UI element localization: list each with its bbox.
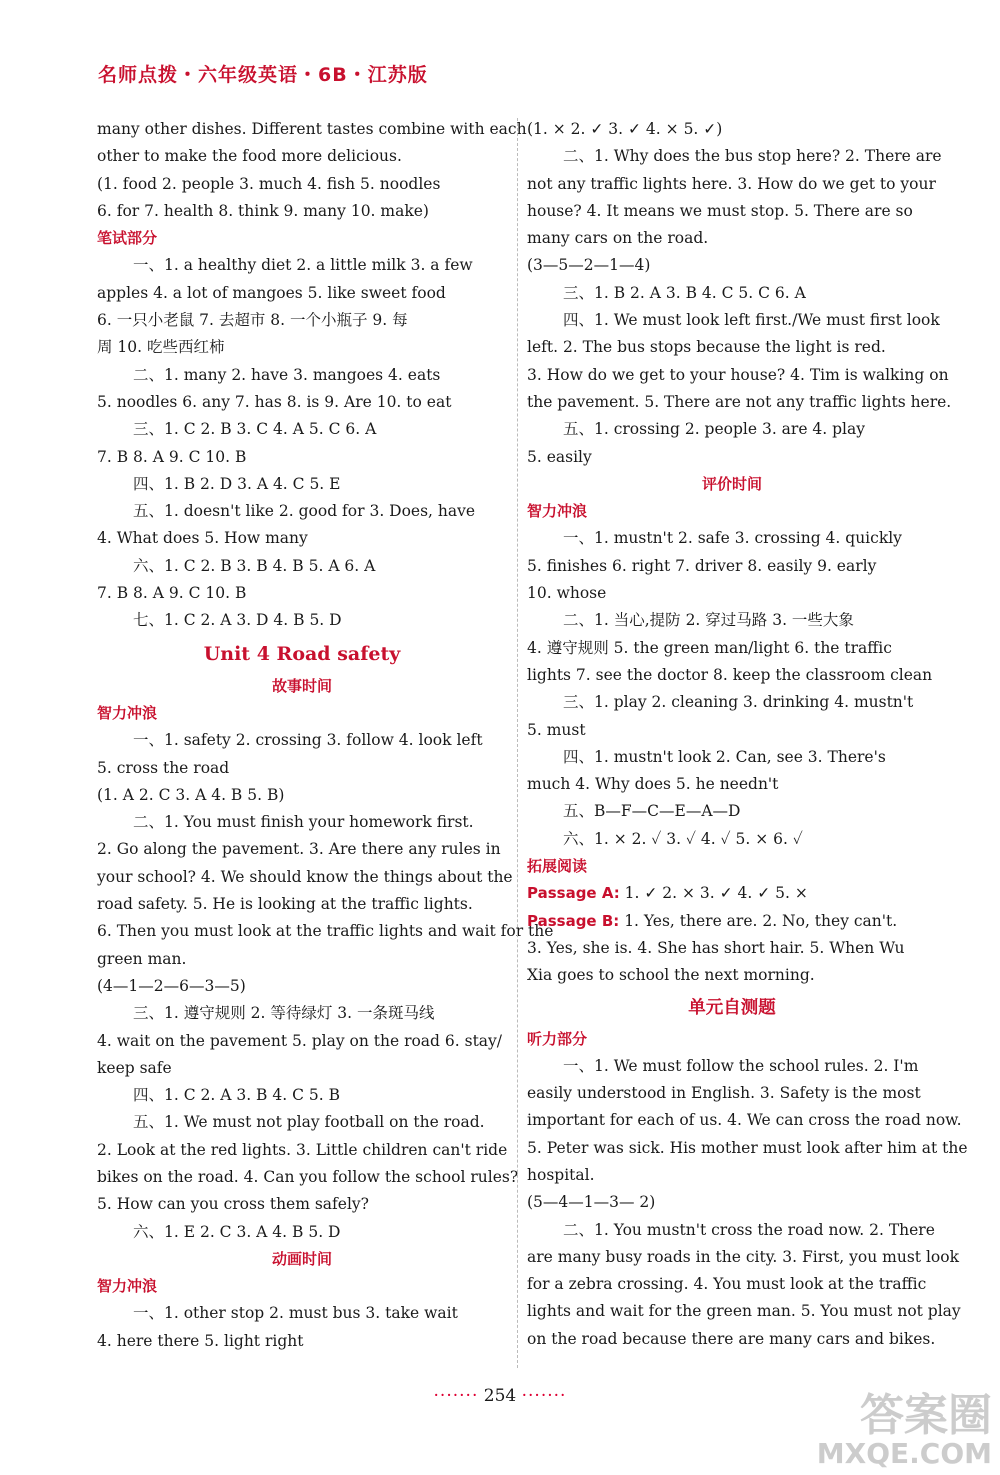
answer-line: 五、1. crossing 2. people 3. are 4. play — [563, 420, 866, 439]
answer-line: (1. × 2. ✓ 3. ✓ 4. × 5. ✓) — [527, 120, 723, 138]
footer-dots-right: ······· — [521, 1386, 567, 1406]
section-heading: 故事时间 — [271, 676, 332, 695]
answer-line: much 4. Why does 5. he needn't — [527, 775, 779, 794]
answer-line: 六、1. C 2. B 3. B 4. B 5. A 6. A — [133, 556, 376, 575]
section-heading: Unit 4 Road safety — [203, 642, 401, 665]
answer-line: 3. How do we get to your house? 4. Tim is walking on — [527, 365, 949, 384]
answer-line: 六、1. E 2. C 3. A 4. B 5. D — [133, 1222, 341, 1241]
passage-line: Passage B: 1. Yes, there are. 2. No, they can't. — [527, 911, 898, 930]
answer-line: left. 2. The bus stops because the light is red. — [527, 338, 886, 357]
section-heading: 笔试部分 — [97, 229, 158, 248]
passage-line: Passage A: 1. ✓ 2. × 3. ✓ 4. ✓ 5. × — [527, 884, 808, 903]
section-heading: 拓展阅读 — [527, 857, 588, 876]
answer-line: 四、1. B 2. D 3. A 4. C 5. E — [133, 474, 341, 493]
answer-line: 五、1. We must not play football on the road. — [133, 1113, 485, 1132]
section-heading: 智力冲浪 — [97, 1277, 158, 1296]
section-heading: 评价时间 — [701, 474, 762, 493]
answer-line: (4—1—2—6—3—5) — [97, 976, 246, 995]
answer-line: 3. Yes, she is. 4. She has short hair. 5. When Wu — [527, 938, 905, 957]
answer-line: your school? 4. We should know the things about the — [97, 867, 513, 886]
answer-line: apples 4. a lot of mangoes 5. like sweet food — [97, 283, 446, 302]
answer-line: road safety. 5. He is looking at the traffic lights. — [97, 895, 473, 914]
answer-line: 5. finishes 6. right 7. driver 8. easily 9. early — [527, 556, 877, 575]
answer-line: 二、1. many 2. have 3. mangoes 4. eats — [133, 365, 441, 384]
section-heading: 听力部分 — [527, 1029, 588, 1048]
watermark-text: 答案圈 — [860, 1390, 992, 1441]
answer-line: 一、1. a healthy diet 2. a little milk 3. a few — [133, 256, 473, 275]
answer-line: 一、1. safety 2. crossing 3. follow 4. look left — [133, 731, 483, 750]
answer-line: 三、1. 遵守规则 2. 等待绿灯 3. 一条斑马线 — [133, 1004, 435, 1023]
answer-line: lights 7. see the doctor 8. keep the classroom clean — [527, 665, 933, 684]
section-heading: 单元自测题 — [688, 997, 776, 1018]
answer-line: 一、1. other stop 2. must bus 3. take wait — [133, 1304, 458, 1323]
section-heading: 智力冲浪 — [97, 703, 158, 722]
answer-line: 五、B—F—C—E—A—D — [563, 802, 741, 821]
answer-line: 周 10. 吃些西红柿 — [97, 338, 225, 357]
column-divider — [517, 118, 518, 1368]
answer-line: for a zebra crossing. 4. You must look at the traffic — [527, 1275, 927, 1294]
answer-line: 6. 一只小老鼠 7. 去超市 8. 一个小瓶子 9. 每 — [97, 311, 408, 330]
running-header: 名师点拨・六年级英语・6B・江苏版 — [98, 64, 428, 86]
answer-line: lights and wait for the green man. 5. You must not play — [527, 1302, 961, 1321]
answer-line: 6. Then you must look at the traffic lights and wait for the — [97, 922, 554, 941]
answer-line: 三、1. C 2. B 3. C 4. A 5. C 6. A — [133, 420, 377, 439]
answer-line: house? 4. It means we must stop. 5. There are so — [527, 201, 913, 220]
answer-line: 4. wait on the pavement 5. play on the road 6. stay/ — [97, 1031, 503, 1050]
answer-line: many other dishes. Different tastes combine with each — [97, 120, 527, 138]
answer-line: 5. cross the road — [97, 758, 230, 777]
answer-line: the pavement. 5. There are not any traffic lights here. — [527, 392, 952, 411]
answer-line: (3—5—2—1—4) — [527, 256, 651, 275]
answer-line: 4. here there 5. light right — [97, 1331, 304, 1350]
watermark-url: MXQE.COM — [816, 1437, 992, 1470]
answer-line: are many busy roads in the city. 3. First, you must look — [527, 1247, 959, 1266]
answer-line: keep safe — [97, 1058, 172, 1077]
section-heading: 动画时间 — [271, 1249, 332, 1268]
answer-line: 2. Look at the red lights. 3. Little children can't ride — [97, 1140, 508, 1159]
answer-line: 7. B 8. A 9. C 10. B — [97, 447, 247, 466]
answer-line: 5. How can you cross them safely? — [97, 1195, 369, 1214]
answer-line: 4. 遵守规则 5. the green man/light 6. the traffic — [527, 638, 892, 657]
answer-line: 四、1. mustn't look 2. Can, see 3. There's — [563, 747, 886, 766]
answer-line: easily understood in English. 3. Safety is the most — [527, 1084, 921, 1103]
answer-line: 三、1. play 2. cleaning 3. drinking 4. mustn't — [563, 693, 914, 712]
answer-line: 5. noodles 6. any 7. has 8. is 9. Are 10. to eat — [97, 392, 452, 411]
answer-line: 2. Go along the pavement. 3. Are there any rules in — [97, 840, 501, 859]
answer-line: 二、1. 当心,提防 2. 穿过马路 3. 一些大象 — [563, 611, 854, 630]
answer-line: other to make the food more delicious. — [97, 147, 402, 166]
left-column — [97, 116, 554, 1355]
answer-line: green man. — [97, 949, 187, 968]
answer-line: 4. What does 5. How many — [97, 529, 308, 548]
footer-dots-left: ······· — [433, 1386, 479, 1406]
answer-line: bikes on the road. 4. Can you follow the school rules? — [97, 1167, 519, 1186]
answer-line: 7. B 8. A 9. C 10. B — [97, 584, 247, 603]
answer-line: 二、1. You must finish your homework first. — [133, 813, 474, 832]
answer-line: 5. easily — [527, 447, 592, 466]
answer-line: 5. must — [527, 720, 586, 739]
answer-line: 四、1. We must look left first./We must first look — [563, 311, 940, 330]
answer-line: many cars on the road. — [527, 229, 709, 248]
answer-line: on the road because there are many cars and bikes. — [527, 1329, 936, 1348]
answer-line: not any traffic lights here. 3. How do we get to your — [527, 174, 936, 193]
page-number: 254 — [483, 1386, 517, 1406]
answer-line: 四、1. C 2. A 3. B 4. C 5. B — [133, 1086, 340, 1105]
answer-line: (1. food 2. people 3. much 4. fish 5. noodles — [97, 174, 441, 193]
answer-line: 5. Peter was sick. His mother must look after him at the — [527, 1138, 968, 1157]
answer-line: 五、1. doesn't like 2. good for 3. Does, have — [133, 502, 476, 521]
answer-line: 七、1. C 2. A 3. D 4. B 5. D — [133, 611, 342, 630]
answer-line: 一、1. We must follow the school rules. 2. I'm — [563, 1056, 919, 1075]
answer-line: (5—4—1—3— 2) — [527, 1193, 656, 1212]
right-column — [527, 116, 968, 1353]
answer-line: 二、1. You mustn't cross the road now. 2. There — [563, 1220, 935, 1239]
answer-line: 三、1. B 2. A 3. B 4. C 5. C 6. A — [563, 283, 806, 302]
answer-line: 一、1. mustn't 2. safe 3. crossing 4. quickly — [563, 529, 902, 548]
watermark-logo — [816, 1390, 992, 1470]
answer-line: 10. whose — [527, 584, 607, 603]
section-heading: 智力冲浪 — [527, 502, 588, 521]
answer-line: 二、1. Why does the bus stop here? 2. There are — [563, 147, 942, 166]
answer-line: hospital. — [527, 1165, 595, 1184]
answer-line: 6. for 7. health 8. think 9. many 10. make) — [97, 201, 429, 220]
answer-line: (1. A 2. C 3. A 4. B 5. B) — [97, 785, 285, 804]
answer-line: 六、1. × 2. ✓ 3. ✓ 4. ✓ 5. × 6. ✓ — [563, 829, 803, 848]
answer-line: Xia goes to school the next morning. — [527, 966, 815, 985]
answer-line: important for each of us. 4. We can cross the road now. — [527, 1111, 962, 1130]
